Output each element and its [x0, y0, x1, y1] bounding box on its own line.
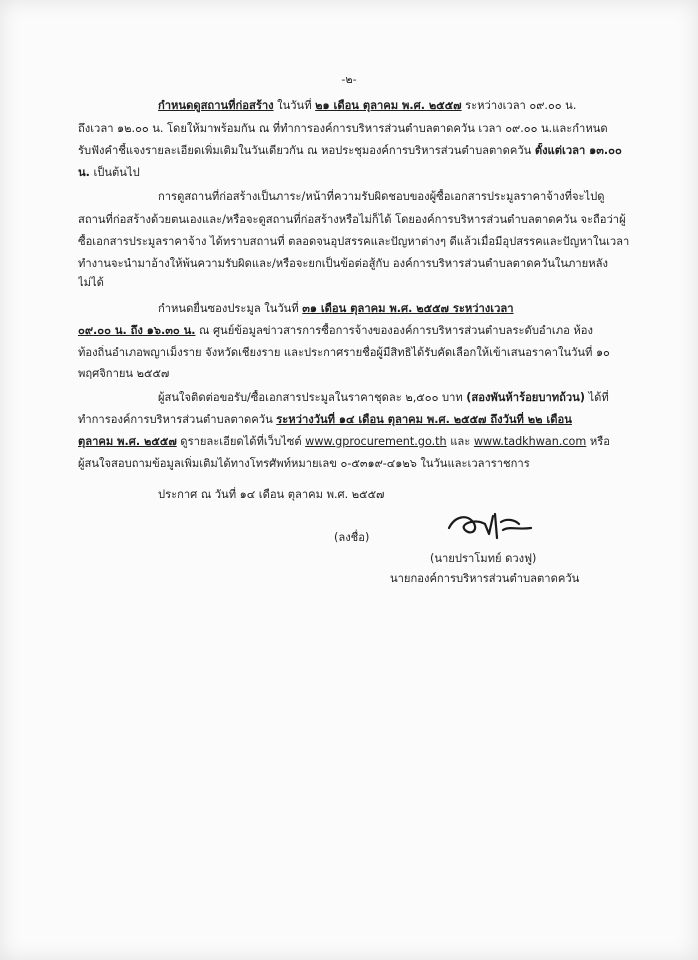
responsibility-line-1: การดูสถานที่ก่อสร้างเป็นภาระ/หน้าที่ความรับผิดชอบของผู้ซื้อเอกสารประมูลราคาจ้างที่จะไปดู [158, 190, 605, 203]
page-number: -๒- [341, 73, 357, 86]
site-visit-date: ๒๑ เดือน ตุลาคม พ.ศ. ๒๕๕๗ [315, 99, 462, 112]
tadkhwan-link[interactable]: www.tadkhwan.com [473, 435, 587, 448]
responsibility-line-3: ซื้อเอกสารประมูลราคาจ้าง ได้ทราบสถานที่ ตลอดจนอุปสรรคและปัญหาต่างๆ ดีแล้วเมื่อมีอุปสรรคและปัญหาในเวลา [78, 235, 630, 248]
responsibility-line-4: ทำงานจะนำมาอ้างให้พ้นความรับผิดและ/หรือจะยกเป็นข้อต่อสู้กับ องค์การบริหารส่วนตำบลตาดควันในภายหลัง [78, 257, 608, 270]
signer-position: นายกองค์การบริหารส่วนตำบลตาดควัน [390, 572, 580, 585]
signature-image [445, 508, 535, 548]
briefing-time: ตั้งแต่เวลา ๑๓.๐๐ [534, 144, 622, 157]
bid-submission-line-1: กำหนดยื่นซองประมูล ในวันที่ ๓๑ เดือน ตุลาคม พ.ศ. ๒๕๕๗ ระหว่างเวลา [158, 302, 514, 315]
bid-submission-date: ๓๑ เดือน ตุลาคม พ.ศ. ๒๕๕๗ ระหว่างเวลา [302, 302, 514, 315]
document-purchase-line-2: ทำการองค์การบริหารส่วนตำบลตาดควัน ระหว่างวันที่ ๑๔ เดือน ตุลาคม พ.ศ. ๒๕๕๗ ถึงวันที่ ๒๒ เดือน [78, 413, 572, 426]
bid-submission-line-2: ๐๙.๐๐ น. ถึง ๑๖.๓๐ น. ณ ศูนย์ข้อมูลข่าวสารการซื้อการจ้างขององค์การบริหารส่วนตำบลระดับอำเภอ ห้อง [78, 324, 593, 337]
document-purchase-line-3: ตุลาคม พ.ศ. ๒๕๕๗ ดูรายละเอียดได้ที่เว็บไซต์ www.gprocurement.go.th และ www.tadkhwan.com หรือ [78, 435, 610, 448]
document-purchase-line-1: ผู้สนใจติดต่อขอรับ/ซื้อเอกสารประมูลในราคาชุดละ ๒,๕๐๐ บาท (สองพันห้าร้อยบาทถ้วน) ได้ที่ [158, 391, 609, 404]
announcement-date: ประกาศ ณ วันที่ ๑๔ เดือน ตุลาคม พ.ศ. ๒๕๕๗ [158, 488, 385, 501]
site-visit-line-2: ถึงเวลา ๑๒.๐๐ น. โดยให้มาพร้อมกัน ณ ที่ทำการองค์การบริหารส่วนตำบลตาดควัน เวลา ๐๙.๐๐ น.และกำหนด [78, 122, 608, 135]
responsibility-line-5: ไม่ได้ [78, 276, 104, 289]
gprocurement-link[interactable]: www.gprocurement.go.th [305, 435, 447, 448]
bid-submission-line-3: ท้องถิ่นอำเภอพญาเม็งราย จังหวัดเชียงราย และประกาศรายชื่อผู้มีสิทธิได้รับคัดเลือกให้เข้าเสนอราคาในวันที่ ๑๐ [78, 346, 610, 359]
price-in-words: (สองพันห้าร้อยบาทถ้วน) [466, 391, 585, 404]
site-visit-heading: กำหนดดูสถานที่ก่อสร้าง [158, 99, 274, 112]
responsibility-line-2: สถานที่ก่อสร้างด้วยตนเองและ/หรือจะดูสถานที่ก่อสร้างหรือไม่ก็ได้ โดยองค์การบริหารส่วนตำบลตาดควัน จะถือว่าผู้ [78, 213, 626, 226]
bid-submission-line-4: พฤศจิกายน ๒๕๕๗ [78, 367, 170, 380]
document-purchase-line-4: ผู้สนใจสอบถามข้อมูลเพิ่มเติมได้ทางโทรศัพท์หมายเลข ๐-๕๓๑๙-๔๑๒๖ ในวันและเวลาราชการ [78, 457, 530, 470]
bid-submission-time: ๐๙.๐๐ น. ถึง ๑๖.๓๐ น. [78, 324, 196, 337]
site-visit-line-3: รับฟังคำชี้แจงรายละเอียดเพิ่มเติมในวันเดียวกัน ณ หอประชุมองค์การบริหารส่วนตำบลตาดควัน ตั้งแต่เวลา ๑๓.๐๐ [78, 144, 622, 157]
site-visit-line-1: กำหนดดูสถานที่ก่อสร้าง ในวันที่ ๒๑ เดือน ตุลาคม พ.ศ. ๒๕๕๗ ระหว่างเวลา ๐๙.๐๐ น. [158, 99, 577, 112]
purchase-period: ระหว่างวันที่ ๑๔ เดือน ตุลาคม พ.ศ. ๒๕๕๗ ถึงวันที่ ๒๒ เดือน [276, 413, 572, 426]
sign-label: (ลงชื่อ) [334, 531, 370, 544]
signer-name: (นายปราโมทย์ ดวงฟู) [430, 552, 537, 565]
site-visit-line-4: น. เป็นต้นไป [78, 166, 140, 179]
